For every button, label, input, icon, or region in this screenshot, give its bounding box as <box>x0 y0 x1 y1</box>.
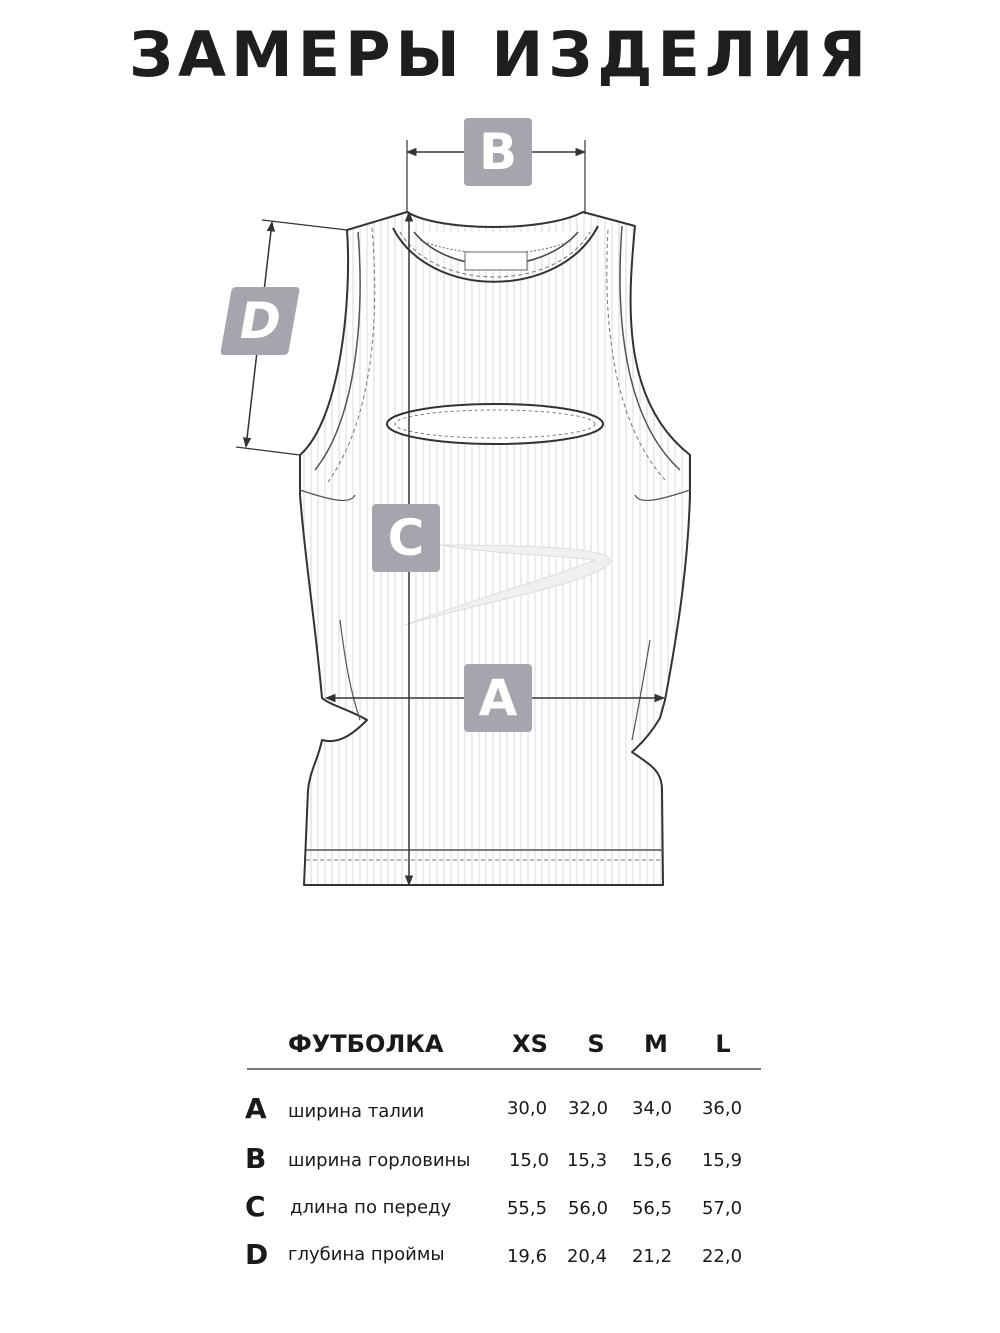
row-value: 36,0 <box>701 1098 743 1119</box>
table-header-size: M <box>644 1030 668 1058</box>
badge-c: C <box>372 504 440 572</box>
row-value: 32,0 <box>567 1098 609 1119</box>
row-value: 30,0 <box>506 1098 548 1119</box>
row-letter: B <box>245 1142 267 1175</box>
row-value: 55,5 <box>506 1198 548 1219</box>
row-letter: A <box>245 1092 267 1125</box>
row-value: 21,2 <box>631 1246 673 1267</box>
row-label: длина по переду <box>290 1197 452 1218</box>
table-header-item: ФУТБОЛКА <box>288 1030 444 1058</box>
row-value: 56,5 <box>631 1198 673 1219</box>
row-value: 15,6 <box>631 1150 673 1171</box>
table-header-size: XS <box>512 1030 548 1058</box>
badge-a: A <box>464 664 532 732</box>
row-value: 15,9 <box>701 1150 743 1171</box>
row-label: глубина проймы <box>288 1244 445 1265</box>
row-value: 15,3 <box>566 1150 608 1171</box>
table-header-size: S <box>587 1030 605 1058</box>
row-value: 56,0 <box>567 1198 609 1219</box>
row-label: ширина горловины <box>288 1150 471 1171</box>
row-value: 15,0 <box>508 1150 550 1171</box>
row-label: ширина талии <box>288 1101 425 1122</box>
garment-outline <box>300 212 690 885</box>
row-letter: C <box>245 1190 266 1223</box>
row-value: 19,6 <box>506 1246 548 1267</box>
row-value: 22,0 <box>701 1246 743 1267</box>
row-value: 34,0 <box>631 1098 673 1119</box>
badge-b: B <box>464 118 532 186</box>
row-value: 20,4 <box>566 1246 608 1267</box>
table-divider <box>247 1068 761 1070</box>
badge-d: D <box>220 287 300 355</box>
row-value: 57,0 <box>701 1198 743 1219</box>
row-letter: D <box>245 1238 269 1271</box>
table-header-size: L <box>715 1030 731 1058</box>
page-title: ЗАМЕРЫ ИЗДЕЛИЯ <box>129 18 871 91</box>
